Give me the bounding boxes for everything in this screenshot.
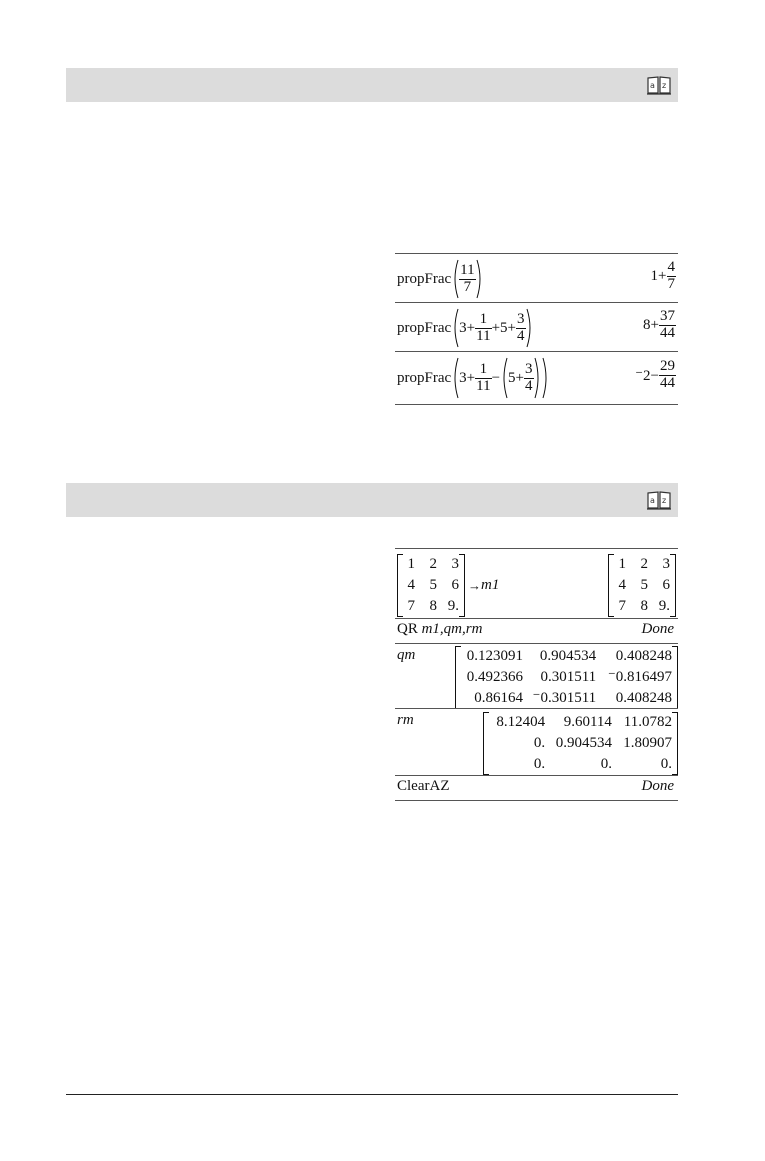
matrix-cell: 9. [658,598,670,614]
matrix-cell: 8.12404 [496,714,546,730]
matrix-cell: 11.0782 [623,714,672,730]
matrix-cell: 0. [660,756,672,772]
variable-name: m1 [481,577,500,593]
matrix-cell: 0.904534 [555,735,612,751]
section-header-bar-1 [66,68,678,102]
result: ⁻2− $\frac{29}{44}$ [635,358,675,391]
example-row: propFrac 3+ $\frac{1}{11}$ − 5+ $\frac{3}{4}$ ⁻2− $\frac{29}{44}$ [395,351,678,405]
matrix-cell: 3 [662,556,670,572]
example-row [395,775,678,801]
fraction: $\frac{11}{7}$ [460,261,475,295]
qm-matrix [455,646,678,709]
book-icon[interactable] [646,75,672,95]
matrix-cell: 0. [600,756,612,772]
left-paren [500,357,508,399]
matrix-cell: 8 [640,598,648,614]
command-text: propFrac [397,270,452,287]
footer-rule [66,1094,678,1095]
matrix-row [403,596,459,617]
matrix-cell: 5 [429,577,437,593]
svg-text:z: z [662,496,667,505]
matrix-row [489,754,672,775]
result: Done [641,778,674,794]
matrix-cell: ⁻0.816497 [607,669,672,685]
matrix-cell: 0.492366 [466,669,523,685]
matrix-row [403,554,459,575]
matrix-cell: 7 [407,598,415,614]
matrix-row [461,688,672,709]
matrix-cell: 0. [533,735,546,751]
command-text: propFrac [397,369,452,386]
result: Done [641,621,674,637]
matrix-cell: 0.904534 [539,648,597,664]
example-row [395,618,678,643]
right-paren [534,357,542,399]
matrix-cell: 4 [407,577,415,593]
matrix-cell: 9.60114 [563,714,612,730]
matrix-row [614,596,670,617]
matrix-row [614,554,670,575]
example-row: 1 2 3 4 5 6 7 8 9. → m1 1 2 3 4 5 6 7 8 9. [395,548,678,618]
result: 1+ $\frac{4}{7}$ [650,259,675,292]
example-row: propFrac 3+ $\frac{1}{11}$ +5+ $\frac{3}{4}$ 8+ $\frac{37}{44}$ [395,302,678,351]
result: 8+ $\frac{37}{44}$ [643,308,675,341]
matrix-cell: 2 [640,556,648,572]
matrix-cell: 6 [451,577,459,593]
matrix-cell: 7 [618,598,626,614]
svg-text:z: z [662,81,667,90]
command-text: QR [397,621,422,637]
matrix-row [461,646,672,667]
matrix-cell: 6 [662,577,670,593]
matrix-row [489,712,672,733]
matrix-row [489,733,672,754]
book-icon[interactable] [646,490,672,510]
matrix-cell: 0.86164 [474,690,523,706]
command-text: ClearAZ [397,778,450,794]
matrix-cell: 0. [533,756,546,772]
svg-text:a: a [650,81,655,90]
matrix-cell: 0.408248 [615,648,672,664]
propfrac-examples [395,253,678,405]
rm-matrix [483,712,678,775]
fraction: $\frac{3}{4}$ [517,310,525,344]
svg-text:a: a [650,496,655,505]
fraction: $\frac{3}{4}$ [525,360,533,394]
right-paren [476,259,484,299]
matrix-cell: 9. [447,598,459,614]
variable-name: qm [397,647,416,663]
section-header-bar-2 [66,483,678,517]
matrix-cell: 1 [407,556,415,572]
matrix-cell: 4 [618,577,626,593]
fraction: $\frac{1}{11}$ [476,310,491,344]
example-row [395,253,678,302]
matrix-cell: 0.301511 [540,669,597,685]
left-paren [451,259,459,299]
example-row [395,643,678,708]
matrix-cell: 1 [618,556,626,572]
input-matrix [397,554,465,617]
qr-examples [395,548,678,801]
left-paren [451,357,459,399]
matrix-cell: 0.408248 [615,690,672,706]
matrix-cell: 5 [640,577,648,593]
variable-name: rm [397,712,414,728]
command-args: m1,qm,rm [421,621,483,637]
command-text: propFrac [397,319,452,336]
matrix-row [461,667,672,688]
result-matrix [608,554,676,617]
matrix-cell: 2 [429,556,437,572]
fraction: $\frac{1}{11}$ [476,360,491,394]
example-row [395,708,678,775]
right-paren [542,357,550,399]
right-paren [526,308,534,348]
matrix-cell: 8 [429,598,437,614]
matrix-row [403,575,459,596]
left-paren [451,308,459,348]
matrix-row [614,575,670,596]
matrix-cell: ⁻0.301511 [532,690,597,706]
matrix-cell: 0.123091 [466,648,523,664]
matrix-cell: 3 [451,556,459,572]
matrix-cell: 1.80907 [623,735,672,751]
